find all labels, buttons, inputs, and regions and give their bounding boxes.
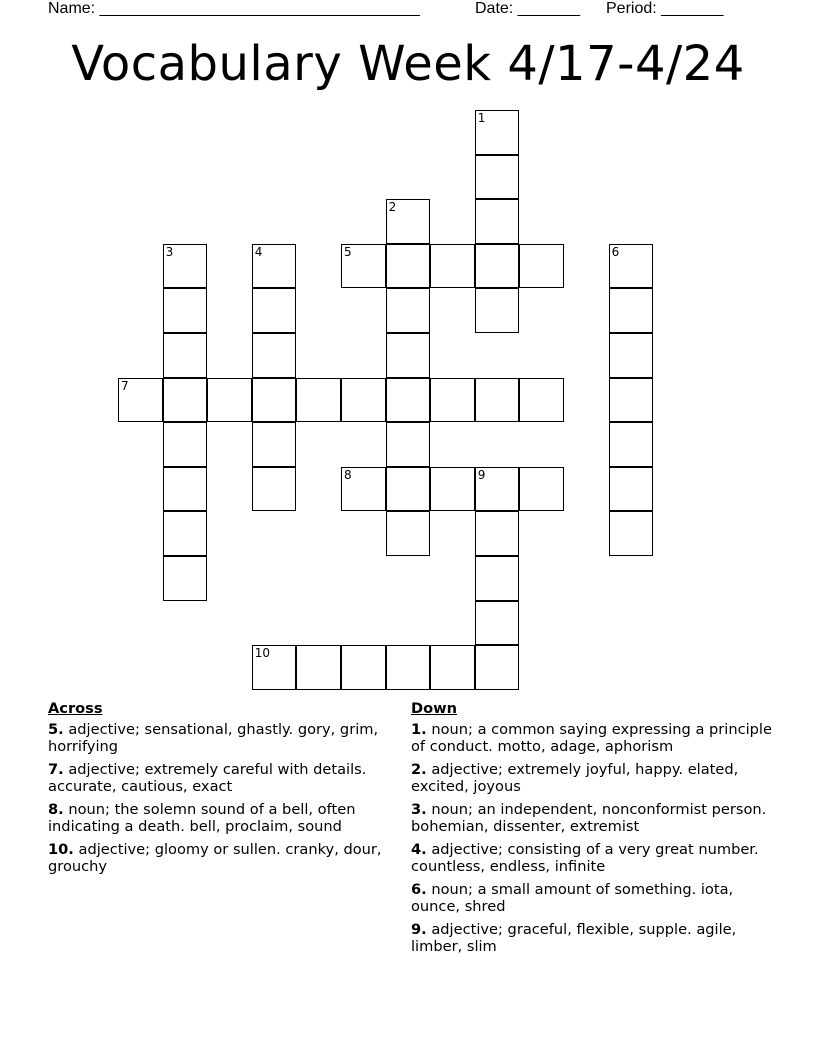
grid-cell[interactable] <box>609 422 654 467</box>
clue-number: 6. <box>411 881 427 898</box>
clue-text: noun; a common saying expressing a principle of conduct. motto, adage, aphorism <box>411 721 772 755</box>
clue-number: 7. <box>48 761 64 778</box>
grid-cell[interactable] <box>430 467 475 512</box>
clue-number: 2. <box>411 761 427 778</box>
grid-cell[interactable] <box>252 288 297 333</box>
grid-cell[interactable] <box>341 467 386 512</box>
clue-number: 9. <box>411 921 427 938</box>
clue-text: adjective; extremely joyful, happy. elated, excited, joyous <box>411 761 739 795</box>
clue-number: 5. <box>48 721 64 738</box>
clue-across-10 <box>48 841 388 875</box>
grid-cell[interactable] <box>386 645 431 690</box>
grid-cell[interactable] <box>475 110 520 155</box>
grid-cell[interactable] <box>163 556 208 601</box>
cell-number: 3 <box>165 244 174 259</box>
grid-cell[interactable] <box>163 333 208 378</box>
grid-cell[interactable] <box>386 422 431 467</box>
cell-number: 1 <box>477 111 486 125</box>
grid-cell[interactable] <box>609 244 654 289</box>
across-clues <box>48 700 388 881</box>
cell-number: 9 <box>477 467 486 482</box>
clue-text: adjective; gloomy or sullen. cranky, dour, grouchy <box>48 841 382 875</box>
grid-cell[interactable] <box>252 333 297 378</box>
cell-number: 2 <box>388 200 397 215</box>
clue-number: 1. <box>411 721 427 738</box>
clue-down-4 <box>411 841 781 875</box>
clue-down-2 <box>411 761 781 795</box>
down-heading: Down <box>411 700 458 717</box>
grid-cell[interactable] <box>475 511 520 556</box>
clue-down-3 <box>411 801 781 835</box>
grid-cell[interactable] <box>475 601 520 646</box>
down-clues <box>411 700 781 961</box>
clue-number: 10. <box>48 841 74 858</box>
grid-cell[interactable] <box>430 378 475 423</box>
clue-across-8 <box>48 801 388 835</box>
grid-cell[interactable] <box>386 288 431 333</box>
clue-number: 4. <box>411 841 427 858</box>
grid-cell[interactable] <box>341 378 386 423</box>
grid-cell[interactable] <box>475 556 520 601</box>
grid-cell[interactable] <box>475 199 520 244</box>
grid-cell[interactable] <box>163 511 208 556</box>
grid-cell[interactable] <box>252 645 297 690</box>
grid-cell[interactable] <box>163 467 208 512</box>
clue-text: noun; a small amount of something. iota, ounce, shred <box>411 881 734 915</box>
cell-number: 10 <box>254 646 271 661</box>
grid-cell[interactable] <box>118 378 163 423</box>
cell-number: 8 <box>344 467 352 482</box>
grid-cell[interactable] <box>430 645 475 690</box>
period-field: Period: _______ <box>606 0 724 17</box>
clue-across-7 <box>48 761 388 795</box>
clue-text: adjective; extremely careful with details. accurate, cautious, exact <box>48 761 367 795</box>
grid-cell[interactable] <box>386 378 431 423</box>
clue-down-1 <box>411 721 781 755</box>
clue-text: noun; the solemn sound of a bell, often indicating a death. bell, proclaim, sound <box>48 801 356 835</box>
grid-cell[interactable] <box>475 645 520 690</box>
grid-cell[interactable] <box>519 378 564 423</box>
grid-cell[interactable] <box>475 155 520 200</box>
grid-cell[interactable] <box>386 333 431 378</box>
grid-cell[interactable] <box>609 333 654 378</box>
grid-cell[interactable] <box>296 378 341 423</box>
clue-down-6 <box>411 881 781 915</box>
grid-cell[interactable] <box>163 288 208 333</box>
grid-cell[interactable] <box>475 467 520 512</box>
grid-cell[interactable] <box>386 244 431 289</box>
name-field: Name: ____________________________________ <box>48 0 420 17</box>
grid-cell[interactable] <box>386 511 431 556</box>
grid-cell[interactable] <box>475 244 520 289</box>
clue-across-5 <box>48 721 388 755</box>
grid-cell[interactable] <box>609 288 654 333</box>
grid-cell[interactable] <box>341 244 386 289</box>
clue-text: adjective; sensational, ghastly. gory, grim, horrifying <box>48 721 379 755</box>
grid-cell[interactable] <box>519 467 564 512</box>
clue-number: 8. <box>48 801 64 818</box>
grid-cell[interactable] <box>609 467 654 512</box>
grid-cell[interactable] <box>252 467 297 512</box>
clue-text: adjective; graceful, flexible, supple. agile, limber, slim <box>411 921 737 955</box>
grid-cell[interactable] <box>163 244 208 289</box>
grid-cell[interactable] <box>475 378 520 423</box>
grid-cell[interactable] <box>609 511 654 556</box>
grid-cell[interactable] <box>386 199 431 244</box>
clue-down-9 <box>411 921 781 955</box>
grid-cell[interactable] <box>386 467 431 512</box>
grid-cell[interactable] <box>252 244 297 289</box>
grid-cell[interactable] <box>430 244 475 289</box>
clue-number: 3. <box>411 801 427 818</box>
cell-number: 6 <box>611 244 620 259</box>
grid-cell[interactable] <box>252 378 297 423</box>
grid-cell[interactable] <box>207 378 252 423</box>
clue-text: adjective; consisting of a very great number. countless, endless, infinite <box>411 841 759 875</box>
page-title: Vocabulary Week 4/17-4/24 <box>71 36 745 92</box>
cell-number: 4 <box>254 244 263 259</box>
grid-cell[interactable] <box>163 422 208 467</box>
grid-cell[interactable] <box>163 378 208 423</box>
cell-number: 5 <box>344 244 352 259</box>
cell-number: 7 <box>121 378 129 393</box>
grid-cell[interactable] <box>341 645 386 690</box>
clue-text: noun; an independent, nonconformist person. bohemian, dissenter, extremist <box>411 801 767 835</box>
date-field: Date: _______ <box>475 0 580 17</box>
grid-cell[interactable] <box>475 288 520 333</box>
grid-cell[interactable] <box>252 422 297 467</box>
grid-cell[interactable] <box>296 645 341 690</box>
across-heading: Across <box>48 700 103 717</box>
grid-cell[interactable] <box>609 378 654 423</box>
grid-cell[interactable] <box>519 244 564 289</box>
